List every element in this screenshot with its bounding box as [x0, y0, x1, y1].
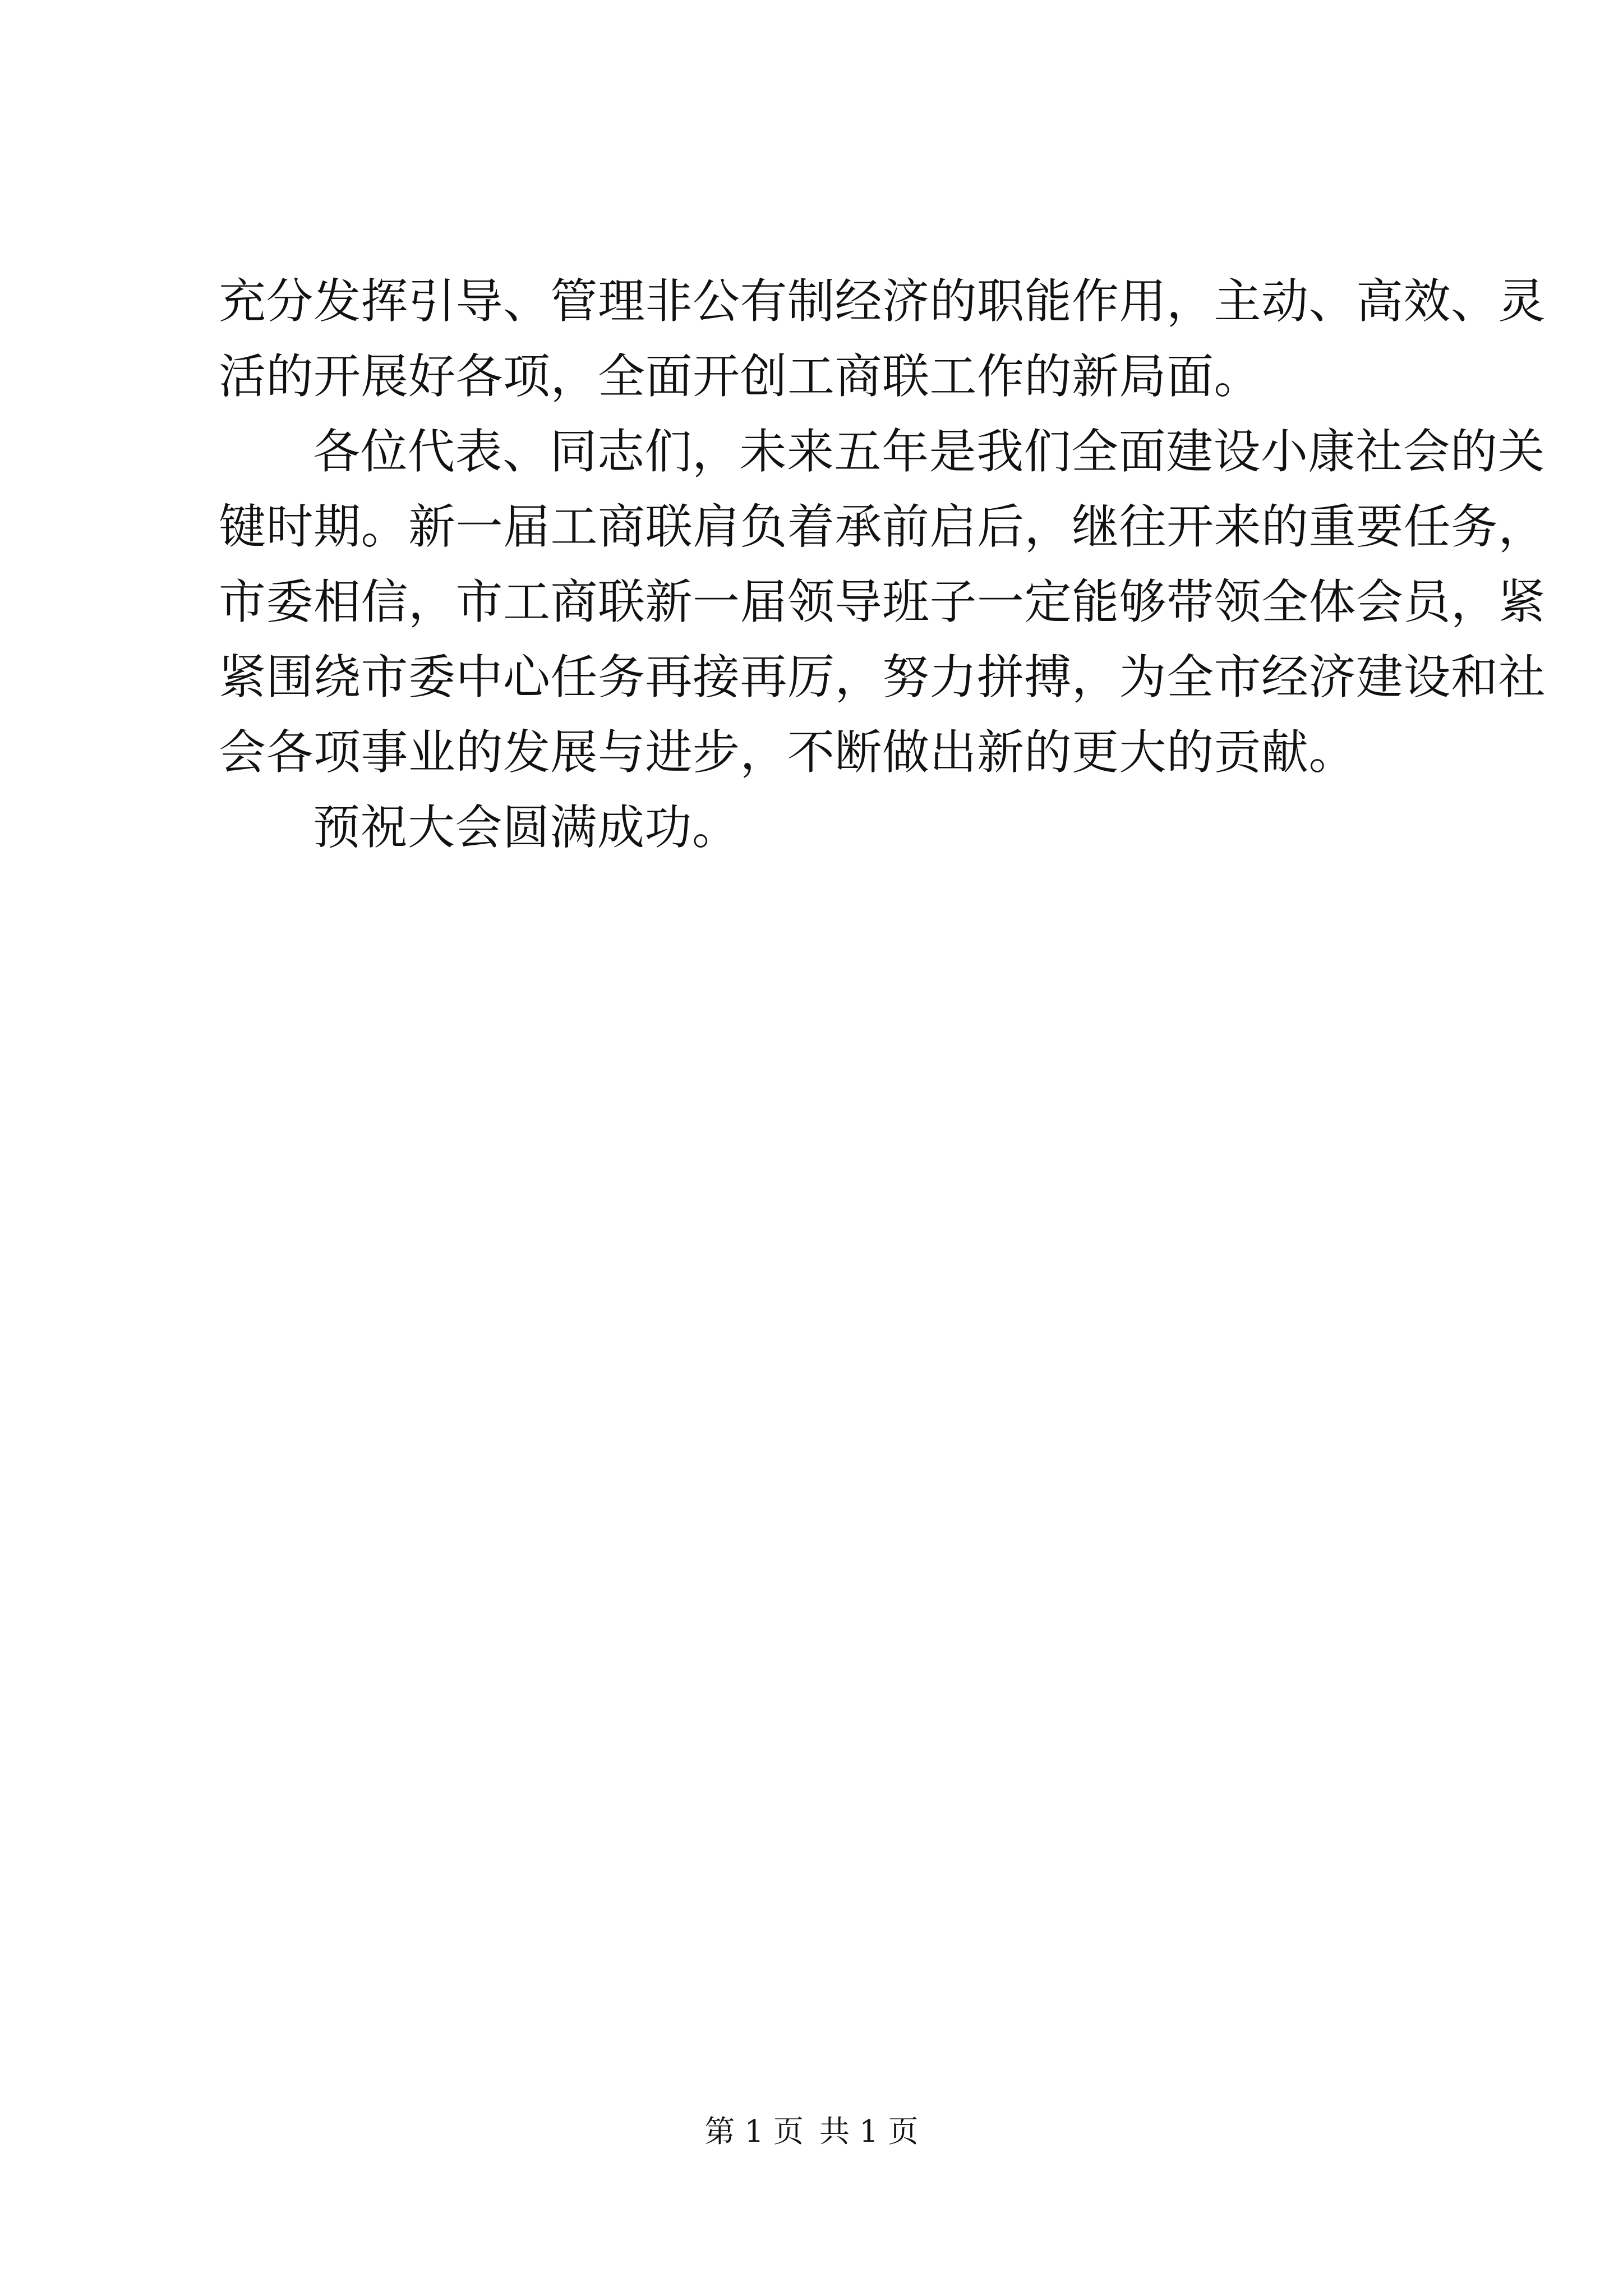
paragraph-continuation: [219, 264, 1546, 414]
text-line: 市委相信，市工商联新一届领导班子一定能够带领全体会员，紧: [219, 574, 1546, 629]
page-number: 第 1 页: [704, 2114, 804, 2149]
paragraph-wishes: [219, 790, 1424, 865]
page-total: 共 1 页: [819, 2114, 919, 2149]
text-line: 键时期。新一届工商联肩负着承前启后，继往开来的重要任务，: [219, 499, 1546, 554]
text-line: 预祝大会圆满成功。: [313, 800, 740, 855]
text-line: 活的开展好各项，全面开创工商联工作的新局面。: [219, 349, 1262, 404]
paragraph-closing-remarks: [219, 414, 1546, 790]
text-line: 会各项事业的发展与进步，不断做出新的更大的贡献。: [219, 725, 1357, 780]
document-body: [219, 264, 1546, 865]
text-line: 充分发挥引导、管理非公有制经济的职能作用，主动、高效、灵: [219, 274, 1546, 329]
text-line: 紧围绕市委中心任务再接再厉，努力拼搏，为全市经济建设和社: [219, 650, 1546, 705]
page-footer: [0, 2112, 1623, 2151]
text-line: 各位代表、同志们，未来五年是我们全面建设小康社会的关: [313, 424, 1546, 479]
